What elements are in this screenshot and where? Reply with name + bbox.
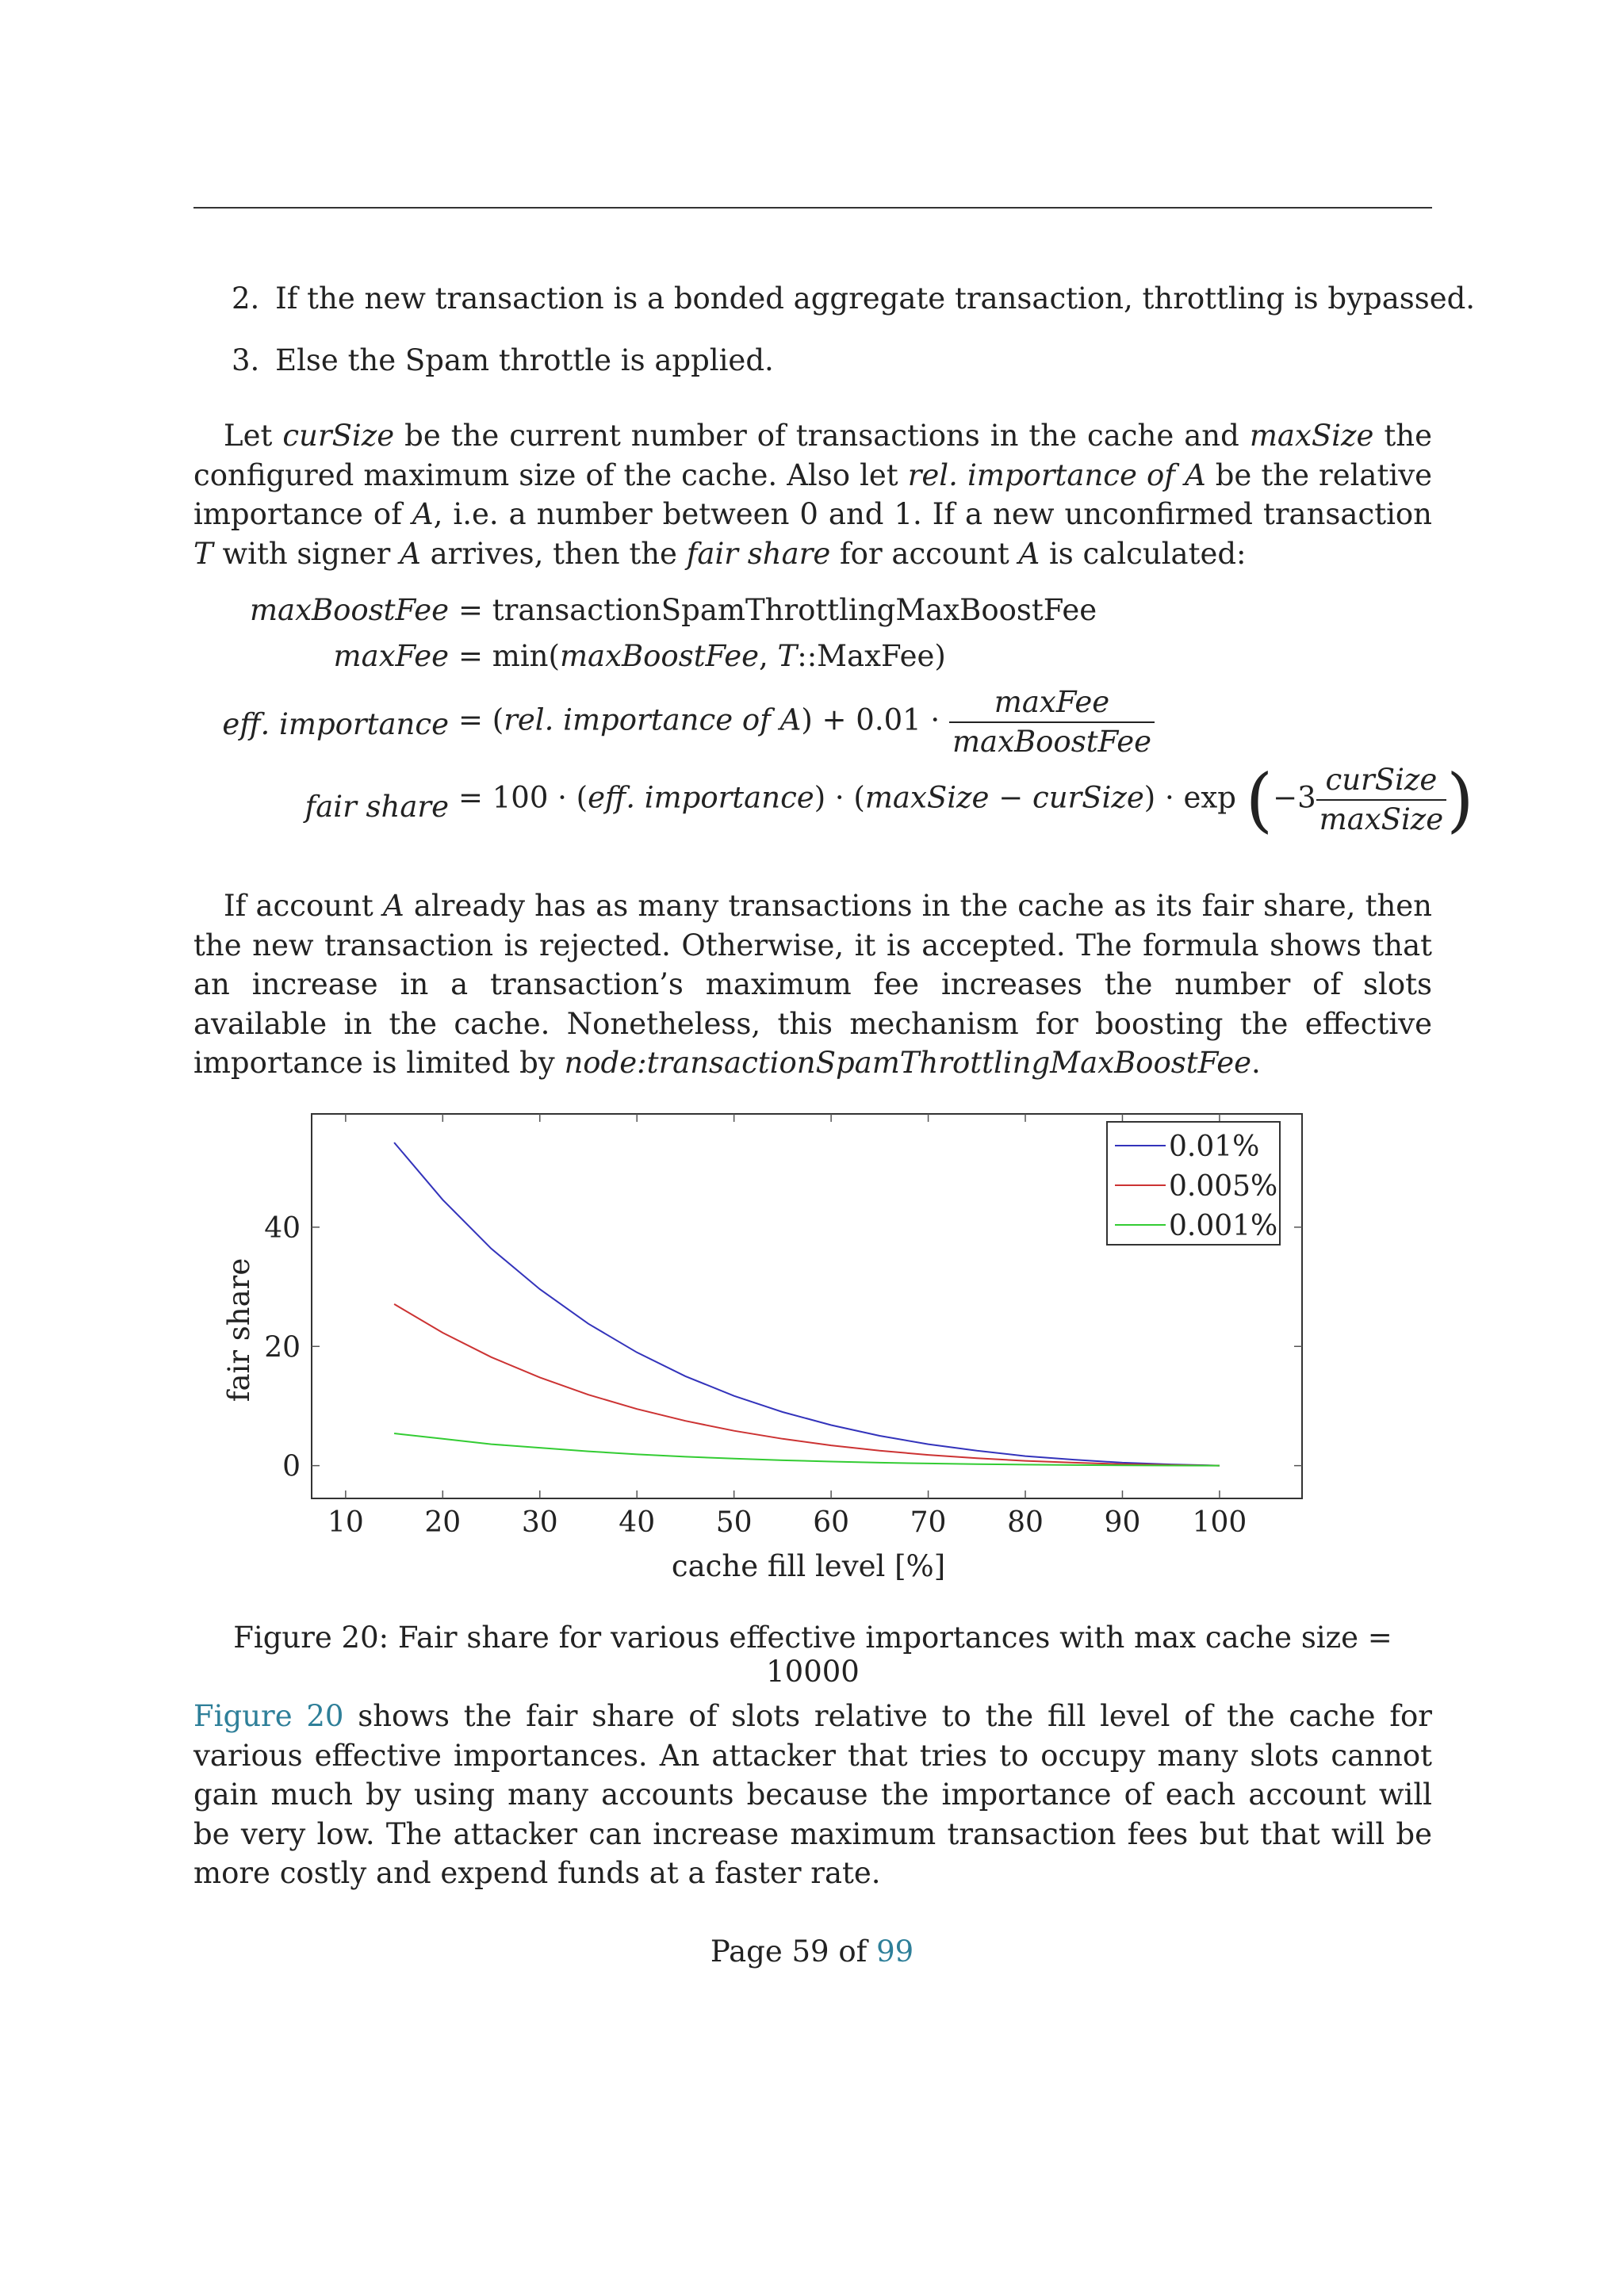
equation-lhs: maxFee	[333, 639, 449, 673]
equation-rhs: = 100 · (eff. importance) · (maxSize − curSize) · exp (−3 $\frac{\text{curSize}}{\text{maxSize}}$ )	[458, 759, 1474, 840]
x-axis-label: cache fill level [%]	[671, 1549, 946, 1583]
x-tick-label: 10	[327, 1506, 364, 1539]
page-footer: Page 59 of 99	[710, 1934, 914, 1969]
figure-link[interactable]: Figure 20	[193, 1699, 344, 1733]
x-tick-label: 80	[1007, 1506, 1044, 1539]
list-item	[232, 341, 774, 381]
legend-label: 0.01%	[1169, 1131, 1260, 1163]
x-tick-label: 70	[910, 1506, 947, 1539]
paragraph: If account A already has as many transactions in the cache as its fair share, then the new transaction is rejected. Otherwise, it is accepted. The formula shows that an increase in a transaction’s maximum fee increases the number of slots available in the cache. Nonetheless, this mechanism for boosting the effective importance is limited by node:transactionSpamThrottlingMaxBoostFee.	[193, 889, 1432, 1080]
legend-label: 0.001%	[1169, 1210, 1278, 1242]
paragraph: Let curSize be the current number of transactions in the cache and maxSize the configured maximum size of the cache. Also let rel. importance of A be the relative importance of A, i.e. a number between 0 and 1. If a new unconfirmed transaction T with signer A arrives, then the fair share for account A is calculated:	[193, 419, 1433, 571]
fraction: $\frac{\text{curSize}}{\text{maxSize}}$	[1316, 761, 1447, 839]
paragraph: Figure 20 shows the fair share of slots relative to the fill level of the cache for various effective importances. An attacker that tries to occupy many slots cannot gain much by using many accounts because the importance of each account will be very low. The attacker can increase maximum transaction fees but that will be more costly and expend funds at a faster rate.	[193, 1699, 1432, 1890]
y-tick-label: 40	[264, 1211, 301, 1245]
equation-rhs: = transactionSpamThrottlingMaxBoostFee	[458, 593, 1097, 627]
x-tick-label: 50	[715, 1506, 753, 1539]
equation-rhs: = min(maxBoostFee, T::MaxFee)	[458, 639, 946, 673]
y-axis-label: fair share	[222, 1257, 256, 1402]
list-number: 2.	[232, 281, 260, 316]
legend-label: 0.005%	[1169, 1170, 1278, 1203]
y-tick-label: 20	[264, 1331, 301, 1364]
equation-lhs: maxBoostFee	[249, 593, 449, 627]
x-tick-label: 100	[1192, 1506, 1247, 1539]
x-tick-label: 30	[521, 1506, 558, 1539]
x-tick-label: 20	[424, 1506, 462, 1539]
list-number: 3.	[232, 343, 260, 377]
y-tick-label: 0	[282, 1450, 301, 1483]
equation-lhs: fair share	[304, 790, 449, 824]
x-tick-label: 40	[619, 1506, 656, 1539]
equation-lhs: eff. importance	[222, 707, 449, 741]
x-tick-label: 90	[1104, 1506, 1141, 1539]
series-line	[394, 1142, 1220, 1466]
fair-share-chart	[0, 1102, 1624, 1594]
list-text: Else the Spam throttle is applied.	[275, 343, 774, 377]
x-tick-label: 60	[813, 1506, 850, 1539]
fraction: $\frac{\text{maxFee}}{\text{maxBoostFee}}$	[949, 683, 1155, 761]
series-line	[394, 1304, 1220, 1466]
total-pages-link[interactable]: 99	[876, 1934, 914, 1969]
list-item	[232, 279, 1475, 319]
header-rule	[193, 207, 1432, 209]
equation-rhs: = (rel. importance of A) + 0.01 · $\frac{\text{maxFee}}{\text{maxBoostFee}}$	[458, 683, 1155, 761]
list-text: If the new transaction is a bonded aggregate transaction, throttling is bypassed.	[275, 281, 1476, 316]
figure-caption: Figure 20: Fair share for various effective importances with max cache size = 10000	[233, 1621, 1392, 1689]
